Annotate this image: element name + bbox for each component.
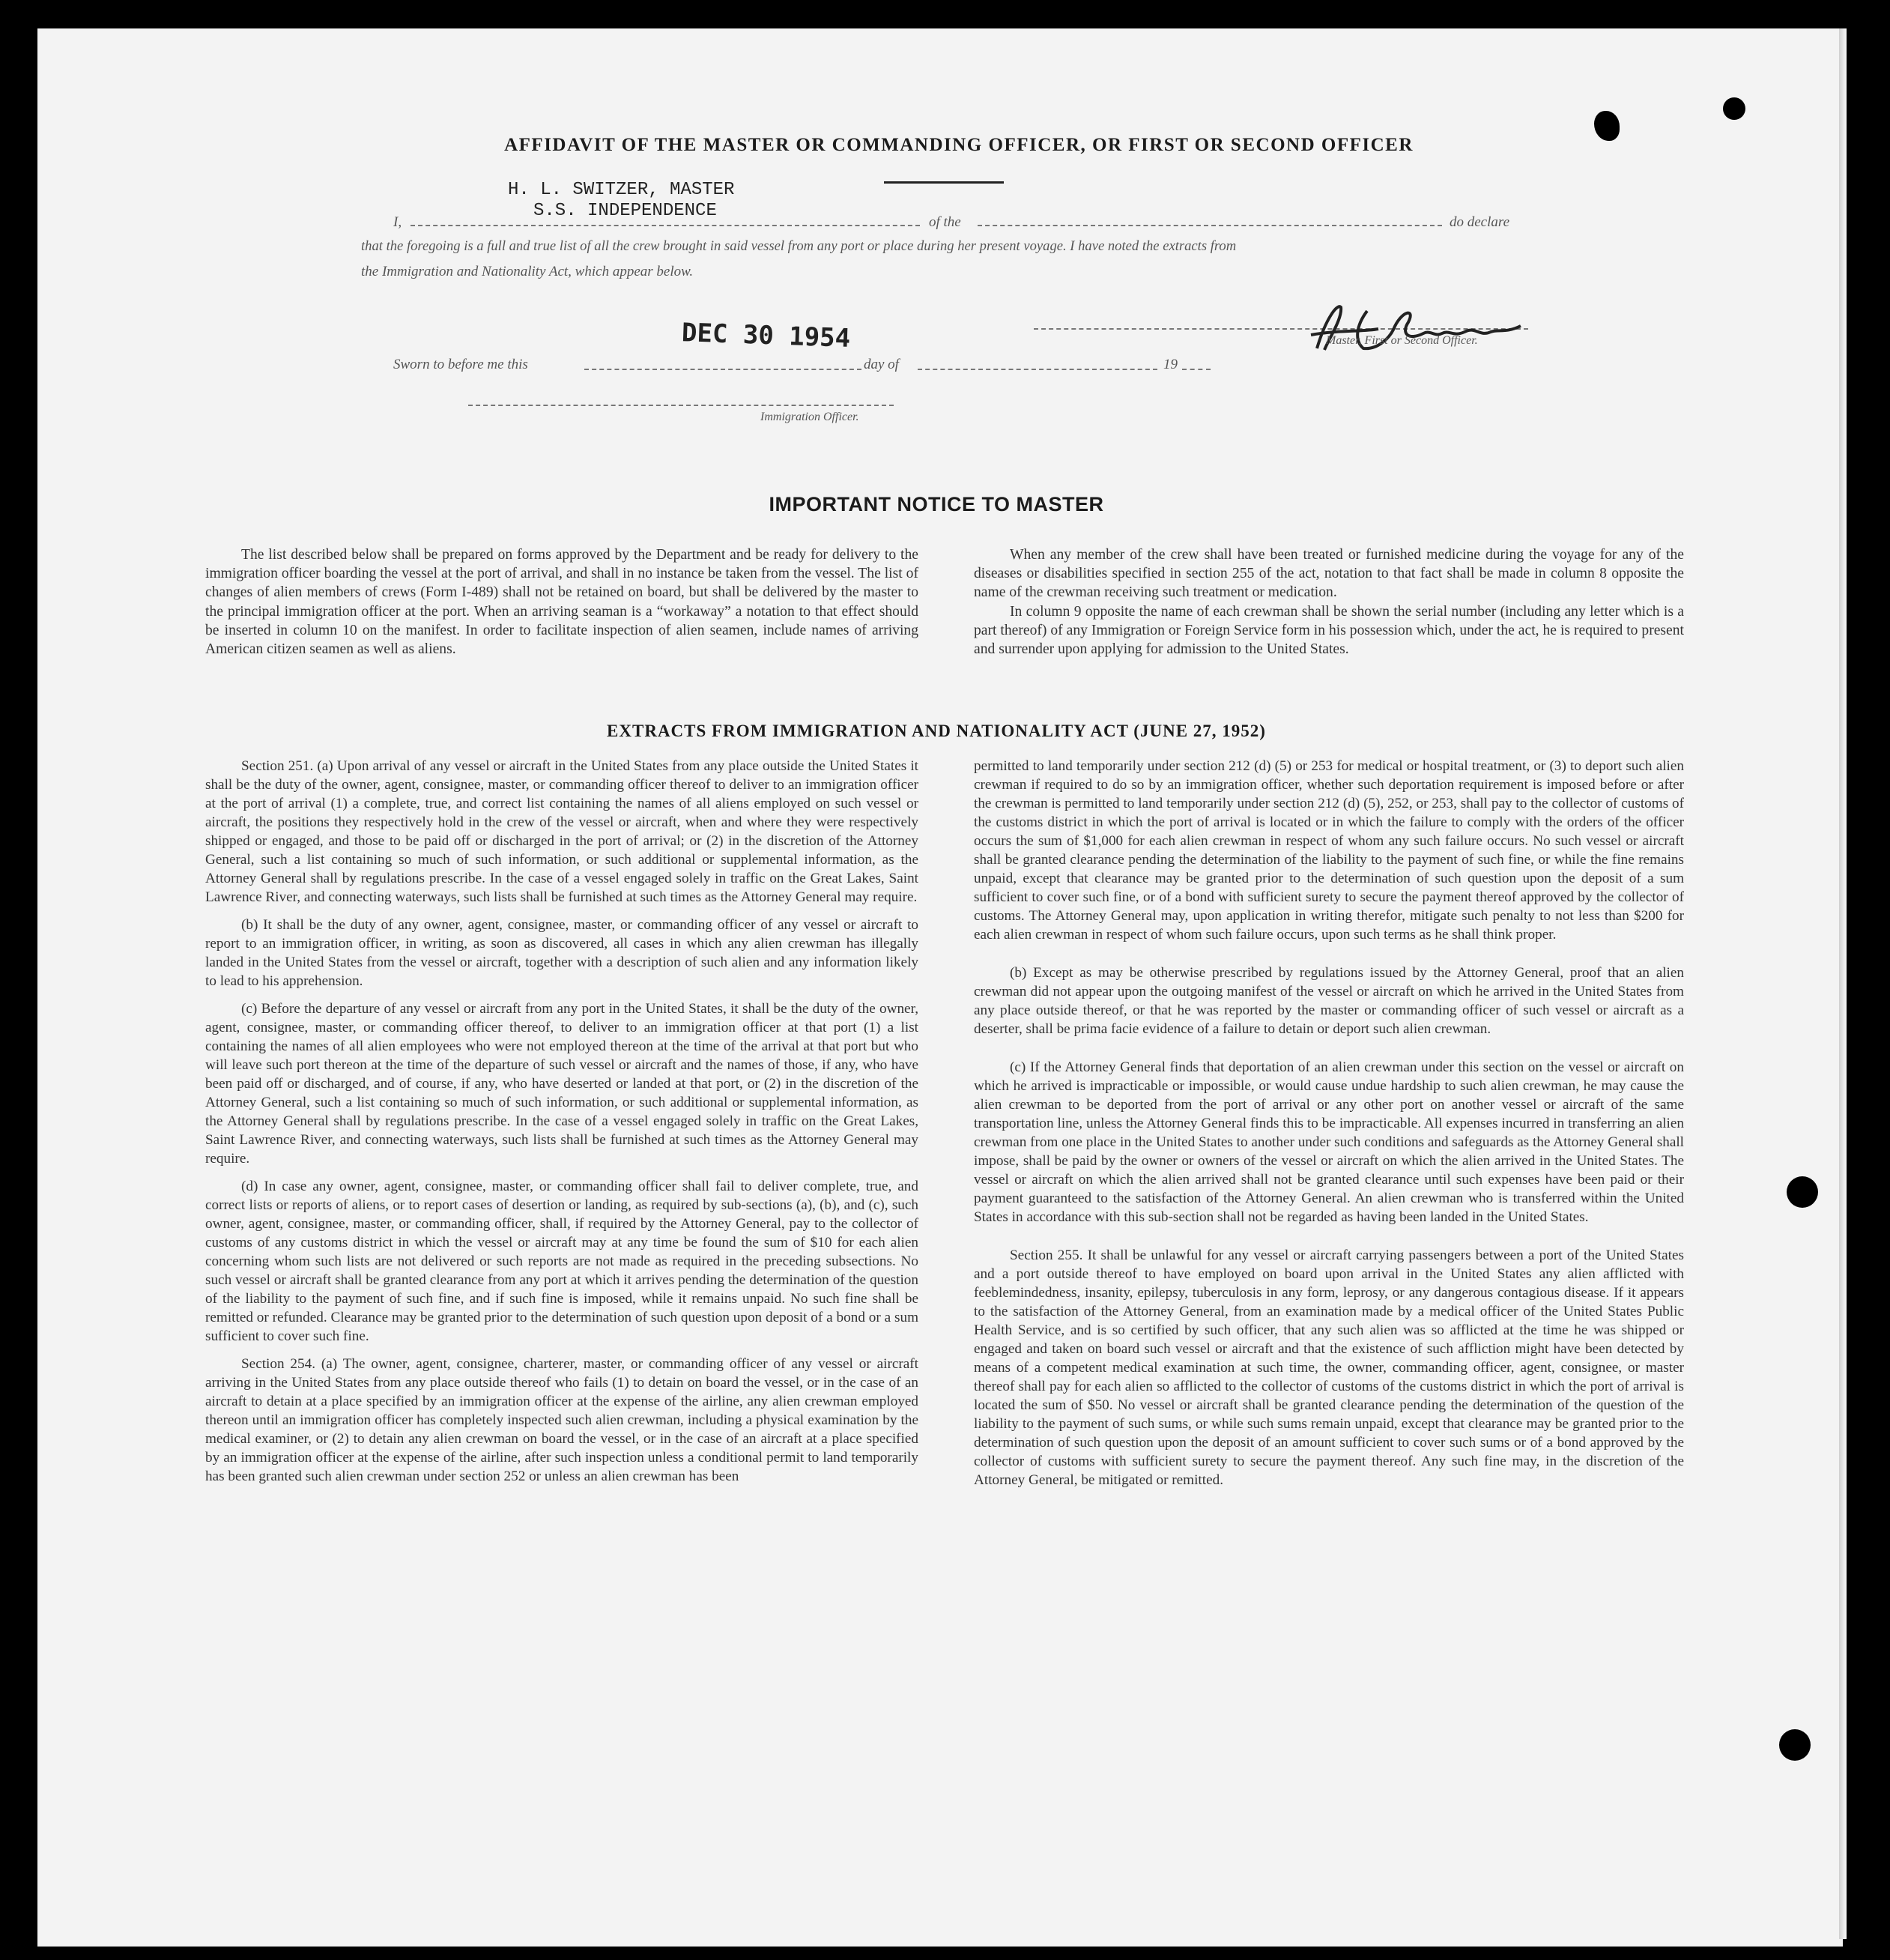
statute-paragraph: (c) Before the departure of any vessel or aircraft from any port in the United States, it shall be the duty of the owner, agent, consignee, master, or commanding officer thereof, to deliver to an immigration officer at that port (1) a list containing the names of all alien employees who were not employed thereon at the time of the arrival at that port but who will leave such port thereon at the time of the departure of such vessel or aircraft and the names of those, if any, who have been paid off or discharged, and of course, if any, who have deserted or landed at that port, or (2) in the discretion of the Attorney General, such a list containing so much of such information, or such additional or supplemental information, as the Attorney General shall by regulations prescribe. In the case of a vessel engaged solely in traffic on the Great Lakes, Saint Lawrence River, and connecting waterways, such lists shall be furnished at such times as the Attorney General may require. [205, 1001, 918, 1167]
statute-paragraph: Section 255. It shall be unlawful for any vessel or aircraft carrying passengers between a port of the United States and a port outside thereof to have employed on board upon arrival in the United States any alien afflicted with feeblemindedness, insanity, epilepsy, tuberculosis in any form, leprosy, or any dangerous contagious disease. If it appears to the satisfaction of the Attorney General, from an examination made by a medical officer of the United States Public Health Service, and is so certified by such officer, that any such alien was so afflicted at the time he was shipped or engaged and taken on board such vessel or aircraft and that the existence of such affliction might have been detected by means of a competent medical examination at such time, the owner, commanding officer, agent, consignee, or master thereof shall pay for each alien so afflicted to the collector of customs of the customs district in which the port of arrival is located the sum of $50. No vessel or aircraft shall be granted clearance pending the determination of the question of the liability to the payment of such sums, or while such sums remain unpaid, except that clearance may be granted prior to the determination of such question upon the deposit of an amount sufficient to cover such sums or of a bond approved by the collector of customs with sufficient surety to secure the payment thereof. Any such fine may, in the discretion of the Attorney General, be mitigated or remitted. [974, 1247, 1684, 1488]
year-line [1182, 369, 1211, 370]
officer-label: Immigration Officer. [760, 411, 859, 423]
day-of-label: day of [864, 357, 899, 372]
page-edge [1839, 28, 1847, 1939]
sworn-label: Sworn to before me this [393, 357, 528, 372]
notice-paragraph: When any member of the crew shall have been treated or furnished medicine during the voyage for any of the diseases or disabilities specified in section 255 of the act, notation to that fact shall be made in column 8 opposite the name of the crewman receiving such treatment or medication. [974, 547, 1684, 601]
statute-paragraph: (b) It shall be the duty of any owner, agent, consignee, master, or commanding officer of any vessel or aircraft to report to an immigration officer, in writing, as soon as discovered, all cases in which any alien crewman has illegally landed in the United States from the vessel or aircraft, together with a description of such alien and any information likely to lead to his apprehension. [205, 917, 918, 989]
typed-name: H. L. SWITZER, MASTER [508, 180, 735, 200]
notice-paragraph: The list described below shall be prepared on forms approved by the Department and be ready for delivery to the immigration officer boarding the vessel at the port of arrival, and shall in no instance be taken from the vessel. The list of changes of alien members of crews (Form I-489) shall not be retained on board, but shall be delivered by the master to the principal immigration officer at the port. When an arriving seaman is a “workaway” a notation to that effect should be inserted in column 10 on the manifest. In order to facilitate inspection of alien seamen, include names of arriving American citizen seamen as well as aliens. [205, 547, 918, 658]
typed-vessel: S.S. INDEPENDENCE [533, 201, 717, 221]
declaration-line-2: the Immigration and Nationality Act, which appear below. [361, 264, 694, 279]
statute-paragraph: (b) Except as may be otherwise prescribed by regulations issued by the Attorney General, proof that an alien crewman did not appear upon the outgoing manifest of the vessel or aircraft on which he arrived in the United States from any place outside thereof, or that he was reported by the master or commanding officer of such vessel or aircraft as a deserter, shall be prima facie evidence of a failure to detain or deport such alien crewman. [974, 965, 1684, 1037]
notice-left-column [205, 545, 918, 668]
signer-label: Master, First or Second Officer. [1326, 334, 1478, 347]
statute-paragraph: permitted to land temporarily under section 212 (d) (5) or 253 for medical or hospital treatment, or (3) to deport such alien crewman if required to do so by an immigration officer, whether such deportation requirement is imposed before or after the crewman is permitted to land temporarily under section 212 (d) (5), 252, or 253, shall pay to the collector of customs of the customs district in which the port of arrival is located or in which the failure to comply with the orders of the officer occurs the sum of $1,000 for each alien crewman in respect of whom any such failure occurs. No such vessel or aircraft shall be granted clearance pending the determination of the liability to the payment of such fine, or while the fine remains unpaid, except that clearance may be granted prior to the determination of such question upon the deposit of a sum sufficient to cover such fine, or of a bond with sufficient surety to secure the payment thereof approved by the collector of customs. The Attorney General may, upon application in writing therefor, mitigate such penalty to not less than $200 for each alien crewman in respect of whom such failure occurs, upon such terms as he shall think proper. [974, 758, 1684, 943]
extracts-right-column [974, 757, 1684, 1498]
i-label: I, [393, 214, 402, 230]
do-declare-label: do declare [1450, 214, 1510, 230]
title-rule [884, 181, 1004, 184]
signature [1296, 296, 1536, 363]
day-line [584, 369, 861, 370]
punch-hole [1787, 1176, 1818, 1208]
statute-paragraph: (d) In case any owner, agent, consignee, master, or commanding officer shall fail to deliver complete, true, and correct lists or reports of aliens, or to report cases of desertion or landing, as required by sub-sections (a), (b), and (c), such owner, agent, consignee, master, or commanding officer, shall, if required by the Attorney General, pay to the collector of customs of any customs district in which the vessel or aircraft may at any time be found the sum of $10 for each alien concerning whom such lists are not delivered or such reports are not made as required in the preceding subsections. No such vessel or aircraft shall be granted clearance from any port at which it arrives pending the determination of the question of the liability to the payment of such fine, and if such fine is imposed, while it remains unpaid. No such fine shall be remitted or refunded. Clearance may be granted prior to the determination of such question upon deposit of a bond or a sum sufficient to cover such fine. [205, 1179, 918, 1344]
statute-paragraph: (c) If the Attorney General finds that deportation of an alien crewman under this section on the vessel or aircraft on which he arrived is impracticable or impossible, or would cause undue hardship to such alien crewman, he may cause the alien crewman to be deported from the port of arrival or any other port on another vessel or aircraft of the same transportation line, unless the Attorney General finds this to be impracticable. All expenses incurred in transferring an alien crewman from one place in the United States to another under such conditions and safeguards as the Attorney General shall impose, shall be paid by the owner or owners of the vessel or aircraft on which the alien arrived in the United States. The vessel or aircraft on which the alien arrived shall not be granted clearance until such expenses have been paid or their payment guaranteed to the satisfaction of the Attorney General. An alien crewman who is transferred within the United States in accordance with this sub-section shall not be regarded as having been landed in the United States. [974, 1059, 1684, 1225]
name-line [411, 225, 920, 226]
date-stamp: DEC 30 1954 [681, 318, 851, 354]
extracts-left-column [205, 757, 918, 1495]
vessel-line [978, 225, 1442, 226]
notice-right-column [974, 545, 1684, 668]
affidavit-title: AFFIDAVIT OF THE MASTER OR COMMANDING OFFICER, OR FIRST OR SECOND OFFICER [504, 135, 1414, 155]
declaration-line-1: that the foregoing is a full and true list of all the crew brought in said vessel from any port or place during her present voyage. I have noted the extracts from [361, 238, 1237, 254]
notice-paragraph: In column 9 opposite the name of each crewman shall be shown the serial number (including any letter which is a part thereof) of any Immigration or Foreign Service form in his possession which, under the act, he is required to present and surrender upon applying for admission to the United States. [974, 603, 1684, 658]
statute-paragraph: Section 254. (a) The owner, agent, consignee, charterer, master, or commanding officer of any vessel or aircraft arriving in the United States from any place outside thereof who fails (1) to detain on board the vessel, or in the case of an aircraft to detain at a place specified by an immigration officer at the expense of the airline, any alien crewman employed thereon until an immigration officer has completely inspected such alien crewman, including a physical examination by the medical examiner, or (2) to detain any alien crewman on board the vessel, or in the case of an aircraft at a place specified by an immigration officer at the expense of the airline, after such inspection unless a conditional permit to land temporarily has been granted such alien crewman under section 252 or unless an alien crewman has been [205, 1356, 918, 1484]
statute-paragraph: Section 251. (a) Upon arrival of any vessel or aircraft in the United States from any place outside the United States it shall be the duty of the owner, agent, consignee, master, or commanding officer thereof to deliver to an immigration officer at the port of arrival (1) a complete, true, and correct list containing the names of all aliens employed on such vessel or aircraft, the positions they respectively hold in the crew of the vessel or aircraft, when and where they were respectively shipped or engaged, and those to be paid off or discharged in the port of arrival; or (2) in the discretion of the Attorney General, such a list containing so much of such information, or such additional or supplemental information, as the Attorney General shall by regulations prescribe. In the case of a vessel engaged solely in traffic on the Great Lakes, Saint Lawrence River, and connecting waterways, such lists shall be furnished at such times as the Attorney General may require. [205, 758, 918, 905]
of-the-label: of the [929, 214, 961, 230]
month-line [918, 369, 1157, 370]
punch-hole [1779, 1729, 1811, 1761]
notice-title: IMPORTANT NOTICE TO MASTER [769, 493, 1104, 515]
officer-line [468, 405, 894, 406]
year-label: 19 [1163, 357, 1178, 372]
extracts-title: EXTRACTS FROM IMMIGRATION AND NATIONALITY ACT (JUNE 27, 1952) [607, 722, 1266, 740]
ink-blot [1723, 97, 1745, 120]
